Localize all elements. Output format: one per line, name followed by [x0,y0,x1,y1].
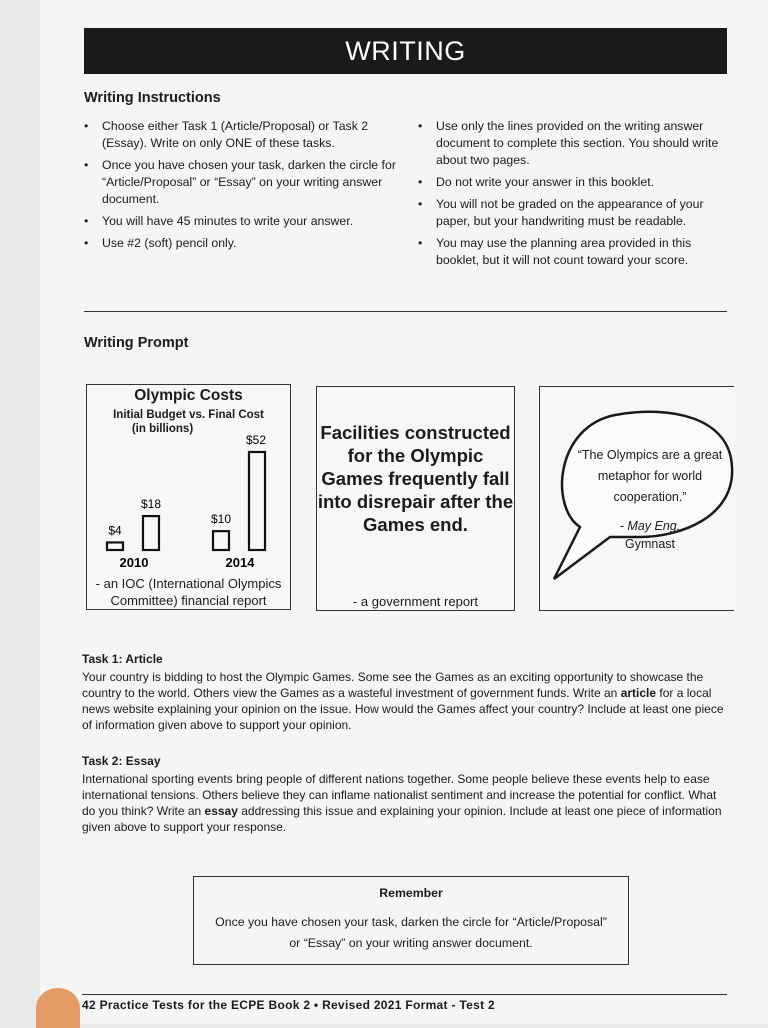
fact-box [316,386,515,611]
task2-title: Task 2: Essay [82,754,161,768]
task2 [82,753,732,835]
footer-rule [82,994,727,995]
instructions-heading: Writing Instructions [84,90,221,106]
section-title: WRITING [345,36,466,66]
bar-chart [87,385,290,575]
footer-text: Practice Tests for the ECPE Book 2 • Revised 2021 Format - Test 2 [99,998,495,1012]
remember-title: Remember [379,886,443,900]
instruction-item: • Do not write your answer in this booklet. [418,174,723,191]
task2-keyword: essay [204,804,238,818]
thumb [36,988,80,1028]
chart-unit-note: (in billions) [131,423,194,435]
chart-title: Olympic Costs [134,387,243,404]
section-header [84,28,727,74]
prompt-heading: Writing Prompt [84,335,189,351]
task1-title: Task 1: Article [82,652,163,666]
quote-author: - May Eng, [619,519,681,533]
chart-source: - an IOC (International Olympics Committee) financial report [95,576,282,608]
quote-role: Gymnast [624,537,675,551]
quote-text: “The Olympics are a great metaphor for world cooperation.” [577,448,723,504]
instructions-right [418,118,723,274]
divider [84,311,727,312]
instruction-item: • Use only the lines provided on the writing answer document to complete this section. You should write about two pages. [418,118,723,169]
instructions-left [84,118,404,257]
chart-subtitle: Initial Budget vs. Final Cost [113,409,264,421]
task1 [82,651,732,733]
instruction-item: • Once you have chosen your task, darken the circle for “Article/Proposal” or “Essay” on your writing answer document. [84,157,404,208]
task1-text: Your country is bidding to host the Olympic Games. Some see the Games as an exciting opportunity to showcase the country to the world. Others view the Games as a wasteful investment of government funds. Write an [82,670,704,700]
instruction-item: • You may use the planning area provided in this booklet, but it will not count toward your score. [418,235,723,269]
remember-box [193,876,629,965]
bar-value-label: $18 [140,497,162,512]
quote-box [539,386,734,611]
footer [82,998,495,1012]
instruction-item: • Choose either Task 1 (Article/Proposal) or Task 2 (Essay). Write on only ONE of these tasks. [84,118,404,152]
page-number: 42 [82,998,96,1012]
fact-source: - a government report [352,594,478,609]
task1-text-end: for a local news website explaining your opinion on the issue. How would the Games affect your country? Include at least one piece of information given above to support your opinion. [82,686,724,732]
bar-2010-final [143,516,159,550]
bar-2014-budget [213,531,229,550]
bar-2010-budget [107,542,123,550]
task2-text-end: addressing this issue and explaining your opinion. Include at least one piece of information given above to support your response. [82,804,722,834]
task1-keyword: article [620,686,657,700]
bar-value-label: $4 [108,523,122,538]
chart-box [86,384,291,610]
task2-body [82,771,732,835]
task2-text: International sporting events bring people of different nations together. Some people believe these events help to ease international tensions. Others believe they can inflame nationalist sentiment and increase the potential for conflict. What do you think? Write an [82,772,717,818]
bar-value-label: $10 [210,512,232,527]
category-label: 2014 [225,555,255,570]
remember-text: Once you have chosen your task, darken the circle for “Article/Proposal” or “Essay” on your writing answer document. [215,915,607,950]
bar-value-label: $52 [245,433,267,447]
instruction-item: • You will have 45 minutes to write your answer. [84,213,404,230]
instruction-item: • You will not be graded on the appearance of your paper, but your handwriting must be readable. [418,196,723,230]
bar-2014-final [249,452,265,550]
instruction-item: • Use #2 (soft) pencil only. [84,235,404,252]
fact-text: Facilities constructed for the Olympic Games frequently fall into disrepair after the Games end. [317,422,514,535]
task1-body [82,669,732,733]
category-label: 2010 [119,555,149,570]
